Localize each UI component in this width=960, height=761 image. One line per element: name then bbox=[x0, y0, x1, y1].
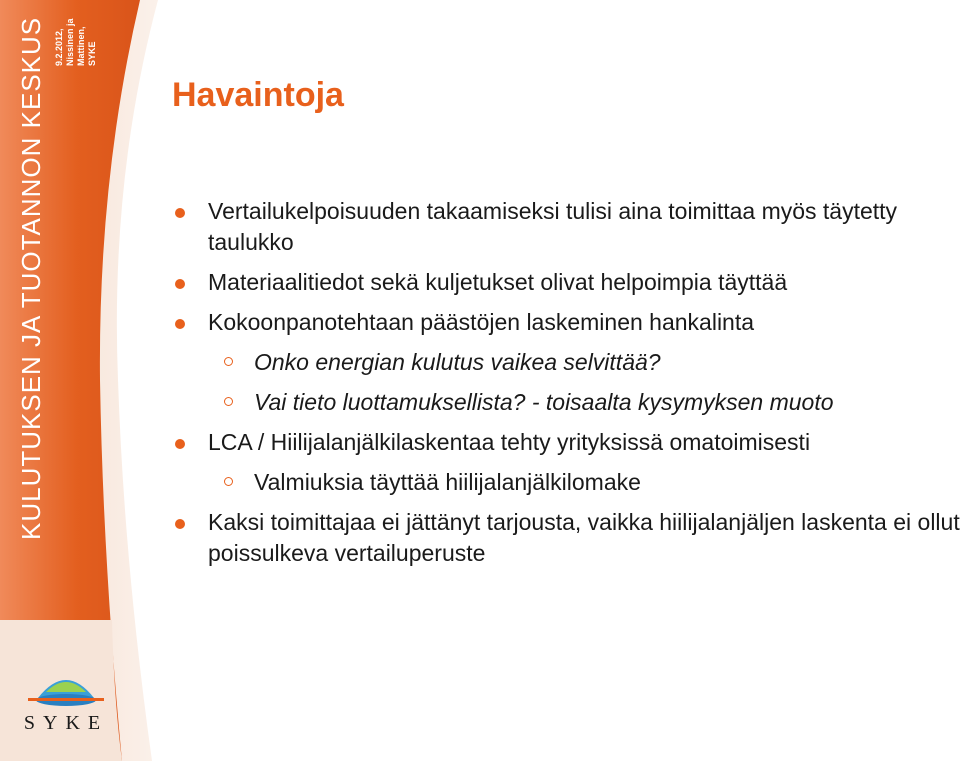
bullet-item bbox=[170, 427, 960, 458]
bullet-text: Vertailukelpoisuuden takaamiseksi tulisi aina toimittaa myös täytetty taulukko bbox=[208, 198, 898, 255]
bullet-ring-icon bbox=[224, 477, 233, 486]
vertical-title: KULUTUKSEN JA TUOTANNON KESKUS bbox=[16, 16, 46, 540]
meta-line: 9.2.2012, bbox=[54, 28, 64, 66]
bullet-dot-icon bbox=[175, 519, 185, 529]
bullet-item bbox=[170, 267, 960, 298]
sub-bullet-item bbox=[170, 347, 960, 378]
bullet-dot-icon bbox=[175, 319, 185, 329]
bullet-dot-icon bbox=[175, 279, 185, 289]
sidebar bbox=[0, 0, 170, 761]
bullet-text: Kaksi toimittajaa ei jättänyt tarjousta, vaikka hiilijalanjäljen laskenta ei ollut poissulkeva vertailuperuste bbox=[208, 509, 960, 566]
sub-bullet-item bbox=[170, 387, 960, 418]
slide-meta bbox=[54, 6, 98, 66]
meta-line: Mattinen, bbox=[76, 26, 86, 66]
bullet-text: LCA / Hiilijalanjälkilaskentaa tehty yrityksissä omatoimisesti bbox=[208, 429, 811, 455]
bullet-list bbox=[170, 196, 960, 578]
syke-logo-icon bbox=[20, 668, 112, 712]
bullet-ring-icon bbox=[224, 397, 233, 406]
logo-text: SYKE bbox=[23, 712, 109, 734]
slide-title: Havaintoja bbox=[172, 76, 344, 114]
bullet-text: Kokoonpanotehtaan päästöjen laskeminen hankalinta bbox=[208, 309, 755, 335]
bullet-text: Onko energian kulutus vaikea selvittää? bbox=[254, 349, 661, 375]
bullet-text: Valmiuksia täyttää hiilijalanjälkilomake bbox=[254, 469, 641, 495]
bullet-text: Materiaalitiedot sekä kuljetukset olivat helpoimpia täyttää bbox=[208, 269, 788, 295]
bullet-text: Vai tieto luottamuksellista? - toisaalta kysymyksen muoto bbox=[254, 389, 834, 415]
meta-line: Nissinen ja bbox=[65, 18, 75, 66]
sub-bullet-item bbox=[170, 467, 960, 498]
meta-line: SYKE bbox=[87, 41, 97, 66]
bullet-ring-icon bbox=[224, 357, 233, 366]
bullet-dot-icon bbox=[175, 439, 185, 449]
bullet-dot-icon bbox=[175, 208, 185, 218]
bullet-item bbox=[170, 507, 960, 569]
bullet-item bbox=[170, 196, 960, 258]
bullet-item bbox=[170, 307, 960, 338]
